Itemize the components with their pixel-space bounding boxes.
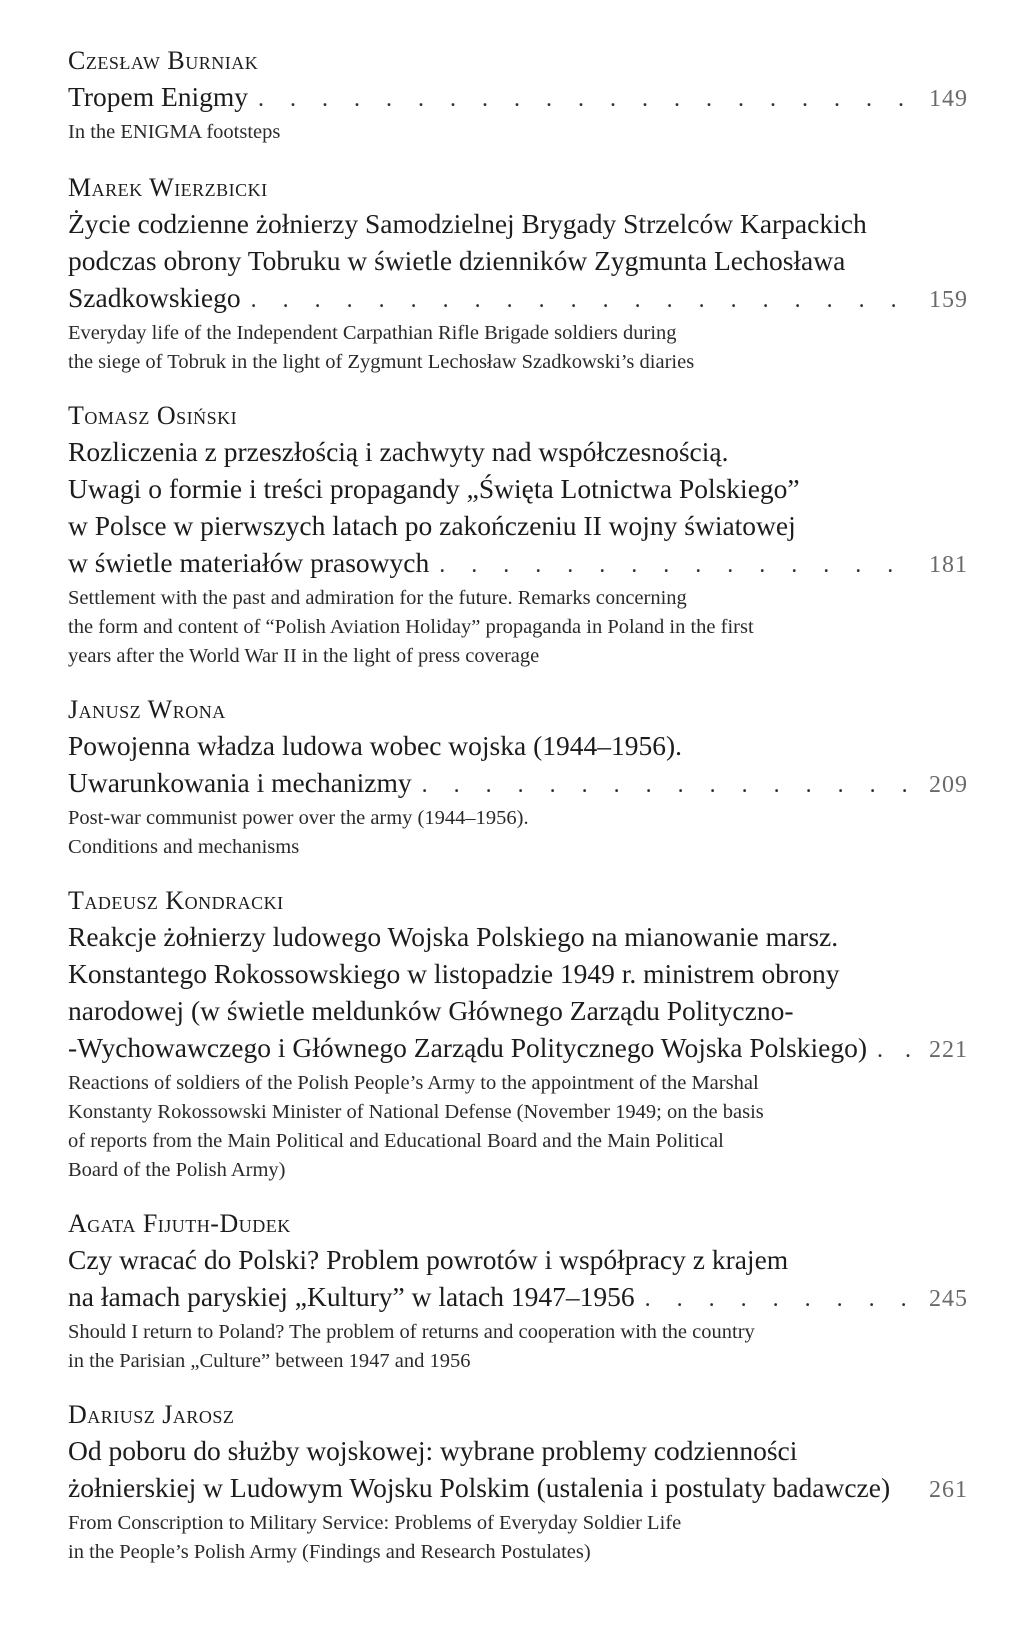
english-title [68,1069,968,1185]
entry-spacer [68,862,968,884]
title-line: Życie codzienne żołnierzy Samodzielnej Brygady Strzelców Karpackich [68,208,867,239]
title-line: Rozliczenia z przeszłością i zachwyty nad współczesnością. [68,436,729,467]
page-number: 149 [929,86,968,112]
title-line: Powojenna władza ludowa wobec wojska (1944–1956). [68,730,683,761]
title-line: Uwarunkowania i mechanizmy [68,767,412,798]
english-title-line: Conditions and mechanisms [68,836,300,858]
english-title [68,804,968,862]
title-line: Reakcje żołnierzy ludowego Wojska Polskiego na mianowanie marsz. [68,921,839,952]
author-name: Agata Fijuth-Dudek [68,1209,291,1238]
title-line: podczas obrony Tobruku w świetle dzienników Zygmunta Lechosława [68,245,846,276]
english-title [68,584,968,671]
english-title-line: Should I return to Poland? The problem of returns and cooperation with the country [68,1321,755,1343]
title-line: Czy wracać do Polski? Problem powrotów i współpracy z krajem [68,1244,789,1275]
title-line: Szadkowskiego [68,282,241,313]
toc-entry [68,693,968,862]
page-number: 221 [929,1037,968,1063]
author-name: Dariusz Jarosz [68,1400,235,1429]
english-title-line: Settlement with the past and admiration for the future. Remarks concerning [68,587,687,609]
entry-spacer [68,377,968,399]
dot-leader [429,547,906,584]
toc-entry [68,44,968,147]
english-title [68,1509,968,1567]
toc-entry [68,399,968,671]
title-line-with-page [68,279,968,316]
author-name: Janusz Wrona [68,695,226,724]
page-number: 159 [929,287,968,313]
entry-spacer [68,147,968,171]
table-of-contents [68,44,968,1567]
title-line-with-page [68,1469,968,1506]
page-number: 261 [929,1477,968,1503]
english-title-line: in the People’s Polish Army (Findings and Research Postulates) [68,1541,591,1563]
title-line-with-page [68,1278,968,1315]
title-line: w Polsce w pierwszych latach po zakończeniu II wojny światowej [68,510,796,541]
english-title [68,319,968,377]
english-title-line: years after the World War II in the light of press coverage [68,645,540,667]
title-line-with-page [68,78,968,115]
english-title-line: From Conscription to Military Service: Problems of Everyday Soldier Life [68,1512,682,1534]
title-line: narodowej (w świetle meldunków Głównego Zarządu Polityczno- [68,995,794,1026]
toc-entry [68,1207,968,1376]
author-name: Tadeusz Kondracki [68,886,284,915]
entry-spacer [68,671,968,693]
author-name: Tomasz Osiński [68,401,238,430]
english-title-line: In the ENIGMA footsteps [68,121,281,143]
author-name: Marek Wierzbicki [68,173,268,202]
title-line-with-page [68,1029,968,1066]
entry-spacer [68,1376,968,1398]
title-line: Konstantego Rokossowskiego w listopadzie 1949 r. ministrem obrony [68,958,840,989]
dot-leader [635,1281,906,1318]
english-title-line: of reports from the Main Political and Educational Board and the Main Political [68,1130,724,1152]
english-title-line: Everyday life of the Independent Carpathian Rifle Brigade soldiers during [68,322,677,344]
toc-entry [68,884,968,1185]
title-line: Uwagi o formie i treści propagandy „Święta Lotnictwa Polskiego” [68,473,800,504]
page-number: 181 [929,552,968,578]
title-line: żołnierskiej w Ludowym Wojsku Polskim (ustalenia i postulaty badawcze) [68,1472,891,1503]
english-title-line: Reactions of soldiers of the Polish People’s Army to the appointment of the Marshal [68,1072,759,1094]
english-title-line: the siege of Tobruk in the light of Zygmunt Lechosław Szadkowski’s diaries [68,351,695,373]
article-title [68,727,968,801]
article-title [68,78,968,115]
author-name: Czesław Burniak [68,46,259,75]
title-line: -Wychowawczego i Głównego Zarządu Politycznego Wojska Polskiego) [68,1032,868,1063]
english-title-line: the form and content of “Polish Aviation Holiday” propaganda in Poland in the first [68,616,754,638]
toc-entry [68,1398,968,1567]
title-line: w świetle materiałów prasowych [68,547,430,578]
entry-spacer [68,1185,968,1207]
title-line: na łamach paryskiej „Kultury” w latach 1947–1956 [68,1281,635,1312]
english-title-line: Konstanty Rokossowski Minister of National Defense (November 1949; on the basis [68,1101,764,1123]
toc-entry [68,171,968,377]
dot-leader [248,81,906,118]
page-number: 245 [929,1286,968,1312]
page-number: 209 [929,772,968,798]
english-title-line: in the Parisian „Culture” between 1947 and 1956 [68,1350,471,1372]
article-title [68,205,968,316]
article-title [68,1241,968,1315]
dot-leader [412,767,906,804]
english-title-line: Post-war communist power over the army (1944–1956). [68,807,529,829]
dot-leader [867,1032,914,1069]
article-title [68,433,968,581]
article-title [68,1432,968,1506]
title-line: Od poboru do służby wojskowej: wybrane problemy codzienności [68,1435,798,1466]
title-line-with-page [68,544,968,581]
english-title [68,118,968,147]
english-title-line: Board of the Polish Army) [68,1159,286,1181]
english-title [68,1318,968,1376]
dot-leader [241,282,906,319]
title-line-with-page [68,764,968,801]
title-line: Tropem Enigmy [68,81,249,112]
article-title [68,918,968,1066]
